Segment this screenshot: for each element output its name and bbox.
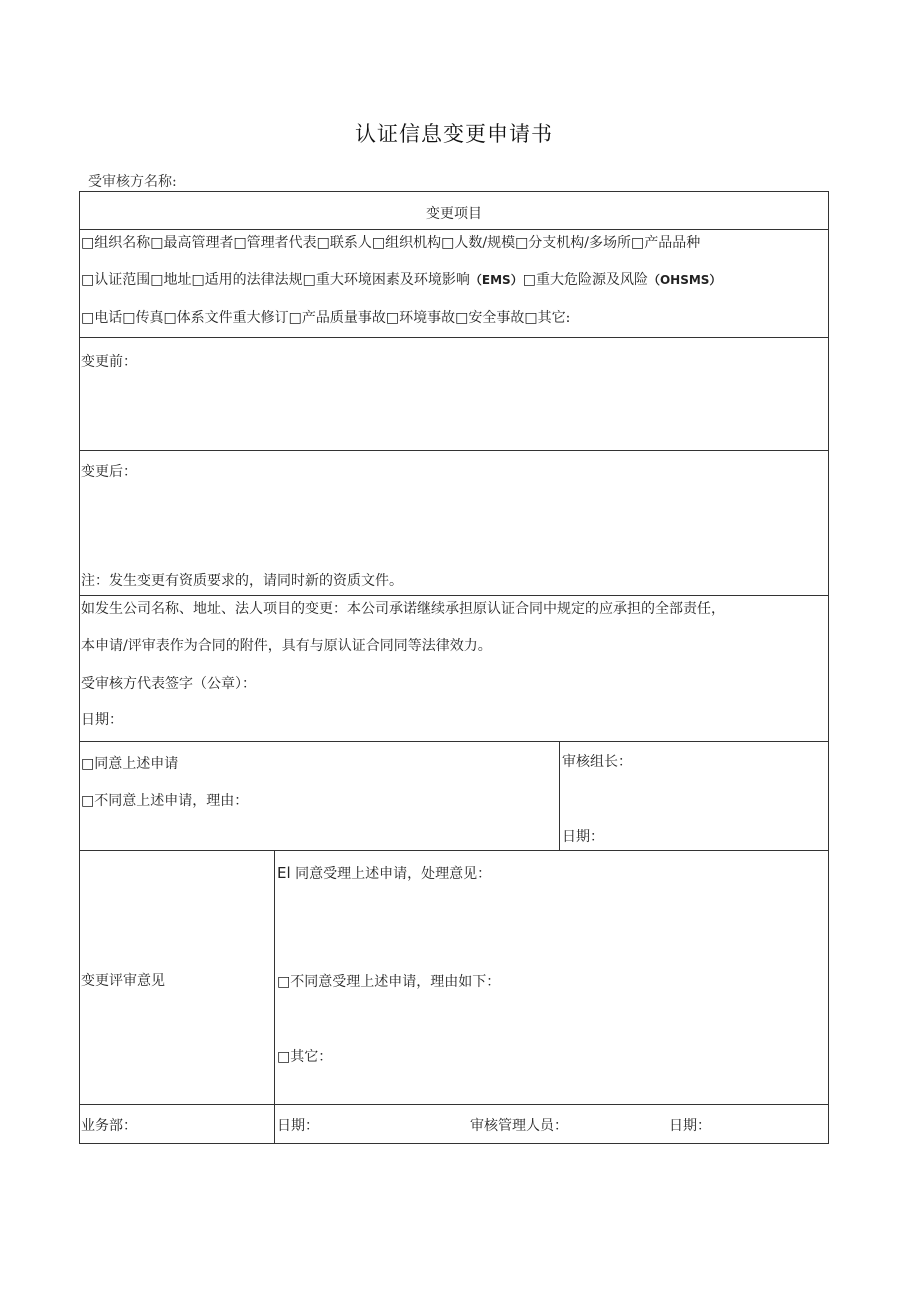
- accept-checkbox-mark: El: [277, 864, 291, 882]
- qualification-note: 注：发生变更有资质要求的，请同时新的资质文件。: [81, 573, 403, 589]
- business-dept-label: 业务部：: [81, 1118, 137, 1134]
- change-items-line-2-b: □重大危险源及风险: [522, 272, 648, 288]
- before-change-label: 变更前：: [81, 354, 137, 370]
- representative-signature: 受审核方代表签字（公章）：: [81, 676, 256, 692]
- change-items-line-2: [81, 269, 721, 289]
- footer-date-2: 日期：: [669, 1118, 711, 1134]
- applicant-name-label: 受审核方名称:: [88, 174, 177, 190]
- change-items-header: 变更项目: [426, 206, 482, 222]
- agree-application-option: □同意上述申请: [81, 756, 179, 772]
- change-items-section: [79, 191, 829, 338]
- leader-date-label: 日期：: [562, 829, 604, 845]
- accept-option-label: 同意受理上述申请，处理意见：: [295, 866, 492, 882]
- after-change-label: 变更后：: [81, 464, 137, 480]
- commitment-line-2: 本申请/评审表作为合同的附件，具有与原认证合同同等法律效力。: [81, 638, 492, 654]
- divider: [274, 1105, 275, 1143]
- after-change-section: [79, 450, 829, 596]
- change-items-line-2-a: □认证范围□地址□适用的法律法规□重大环境困素及环境影响: [81, 272, 470, 288]
- audit-manager-label: 审核管理人员：: [470, 1118, 568, 1134]
- footer-section: [79, 1104, 829, 1144]
- divider: [559, 742, 560, 850]
- change-items-line-3: □电话□传真□体系文件重大修订□产品质量事故□环境事故□安全事故□其它:: [81, 310, 571, 326]
- reject-option: □不同意受理上述申请，理由如下：: [277, 974, 501, 990]
- change-items-line-1: □组织名称□最高管理者□管理者代表□联系人□组织机构□人数/规模□分支机构/多场所□产品品种: [81, 235, 701, 251]
- accept-option: [277, 863, 491, 883]
- review-opinion-label: 变更评审意见: [81, 973, 165, 989]
- form-title: 认证信息变更申请书: [355, 122, 553, 146]
- commitment-section: [79, 595, 829, 742]
- review-opinion-section: [79, 850, 829, 1105]
- ems-label: （EMS）: [469, 273, 523, 287]
- footer-date-1: 日期：: [277, 1118, 319, 1134]
- divider: [274, 851, 275, 1104]
- ohsms-label: （OHSMS）: [647, 273, 722, 287]
- disagree-application-option: □不同意上述申请，理由：: [81, 793, 249, 809]
- leader-decision-section: [79, 741, 829, 851]
- divider: [80, 229, 828, 230]
- commitment-line-1: 如发生公司名称、地址、法人项目的变更：本公司承诺继续承担原认证合同中规定的应承担的全部责任，: [81, 601, 725, 617]
- other-option: □其它：: [277, 1049, 333, 1065]
- audit-leader-label: 审核组长：: [562, 754, 632, 770]
- before-change-section: [79, 337, 829, 451]
- commitment-date: 日期：: [81, 712, 123, 728]
